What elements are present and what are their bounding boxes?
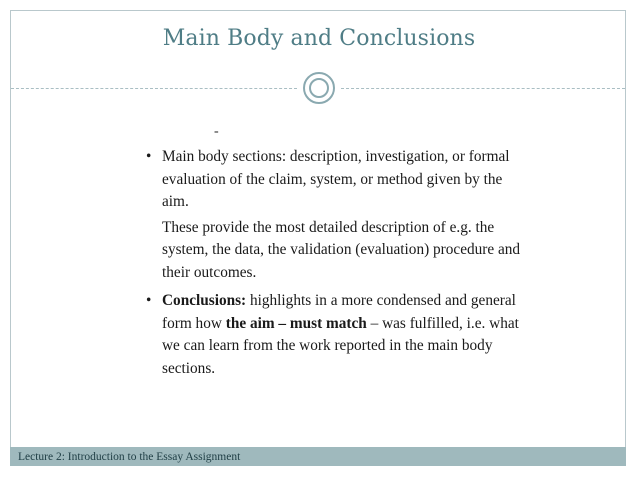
bullet-text: form how — [162, 314, 226, 332]
bullet-line: evaluation of the claim, system, or method given by the — [162, 170, 503, 188]
bullet-line — [162, 313, 526, 336]
circle-ornament-inner — [309, 78, 329, 98]
footer-text: Lecture 2: Introduction to the Essay Assignment — [18, 451, 241, 463]
bullet-line: we can learn from the work reported in the main body — [162, 337, 493, 354]
title-divider-right — [341, 88, 625, 89]
title-divider-left — [11, 88, 297, 89]
conclusions-label: Conclusions: — [162, 292, 247, 309]
bullet-line: aim. — [162, 193, 189, 210]
bullet-line: system, the data, the validation (evaluation) procedure and — [162, 241, 521, 258]
bullet-conclusions — [146, 290, 526, 380]
slide-body — [146, 146, 526, 380]
bullet-dot-icon: • — [146, 148, 152, 165]
bullet-line: Main body sections: description, investigation, or formal — [162, 148, 510, 165]
aim-emphasis: the aim – must match — [225, 314, 367, 332]
bullet-dot-icon: • — [146, 292, 152, 309]
bullet-text: – was fulfilled, i.e. what — [366, 314, 519, 332]
bullet-line: These provide the most detailed description of e.g. the — [162, 218, 495, 236]
stray-mark: - — [214, 124, 219, 139]
bullet-line: their outcomes. — [162, 263, 257, 281]
slide-title: Main Body and Conclusions — [162, 26, 476, 51]
bullet-text: highlights in a more condensed and general — [246, 292, 516, 309]
circle-ornament-icon — [303, 72, 335, 104]
bullet-line — [162, 290, 526, 313]
bullet-line: sections. — [162, 359, 216, 377]
bullet-main-body — [146, 146, 526, 284]
